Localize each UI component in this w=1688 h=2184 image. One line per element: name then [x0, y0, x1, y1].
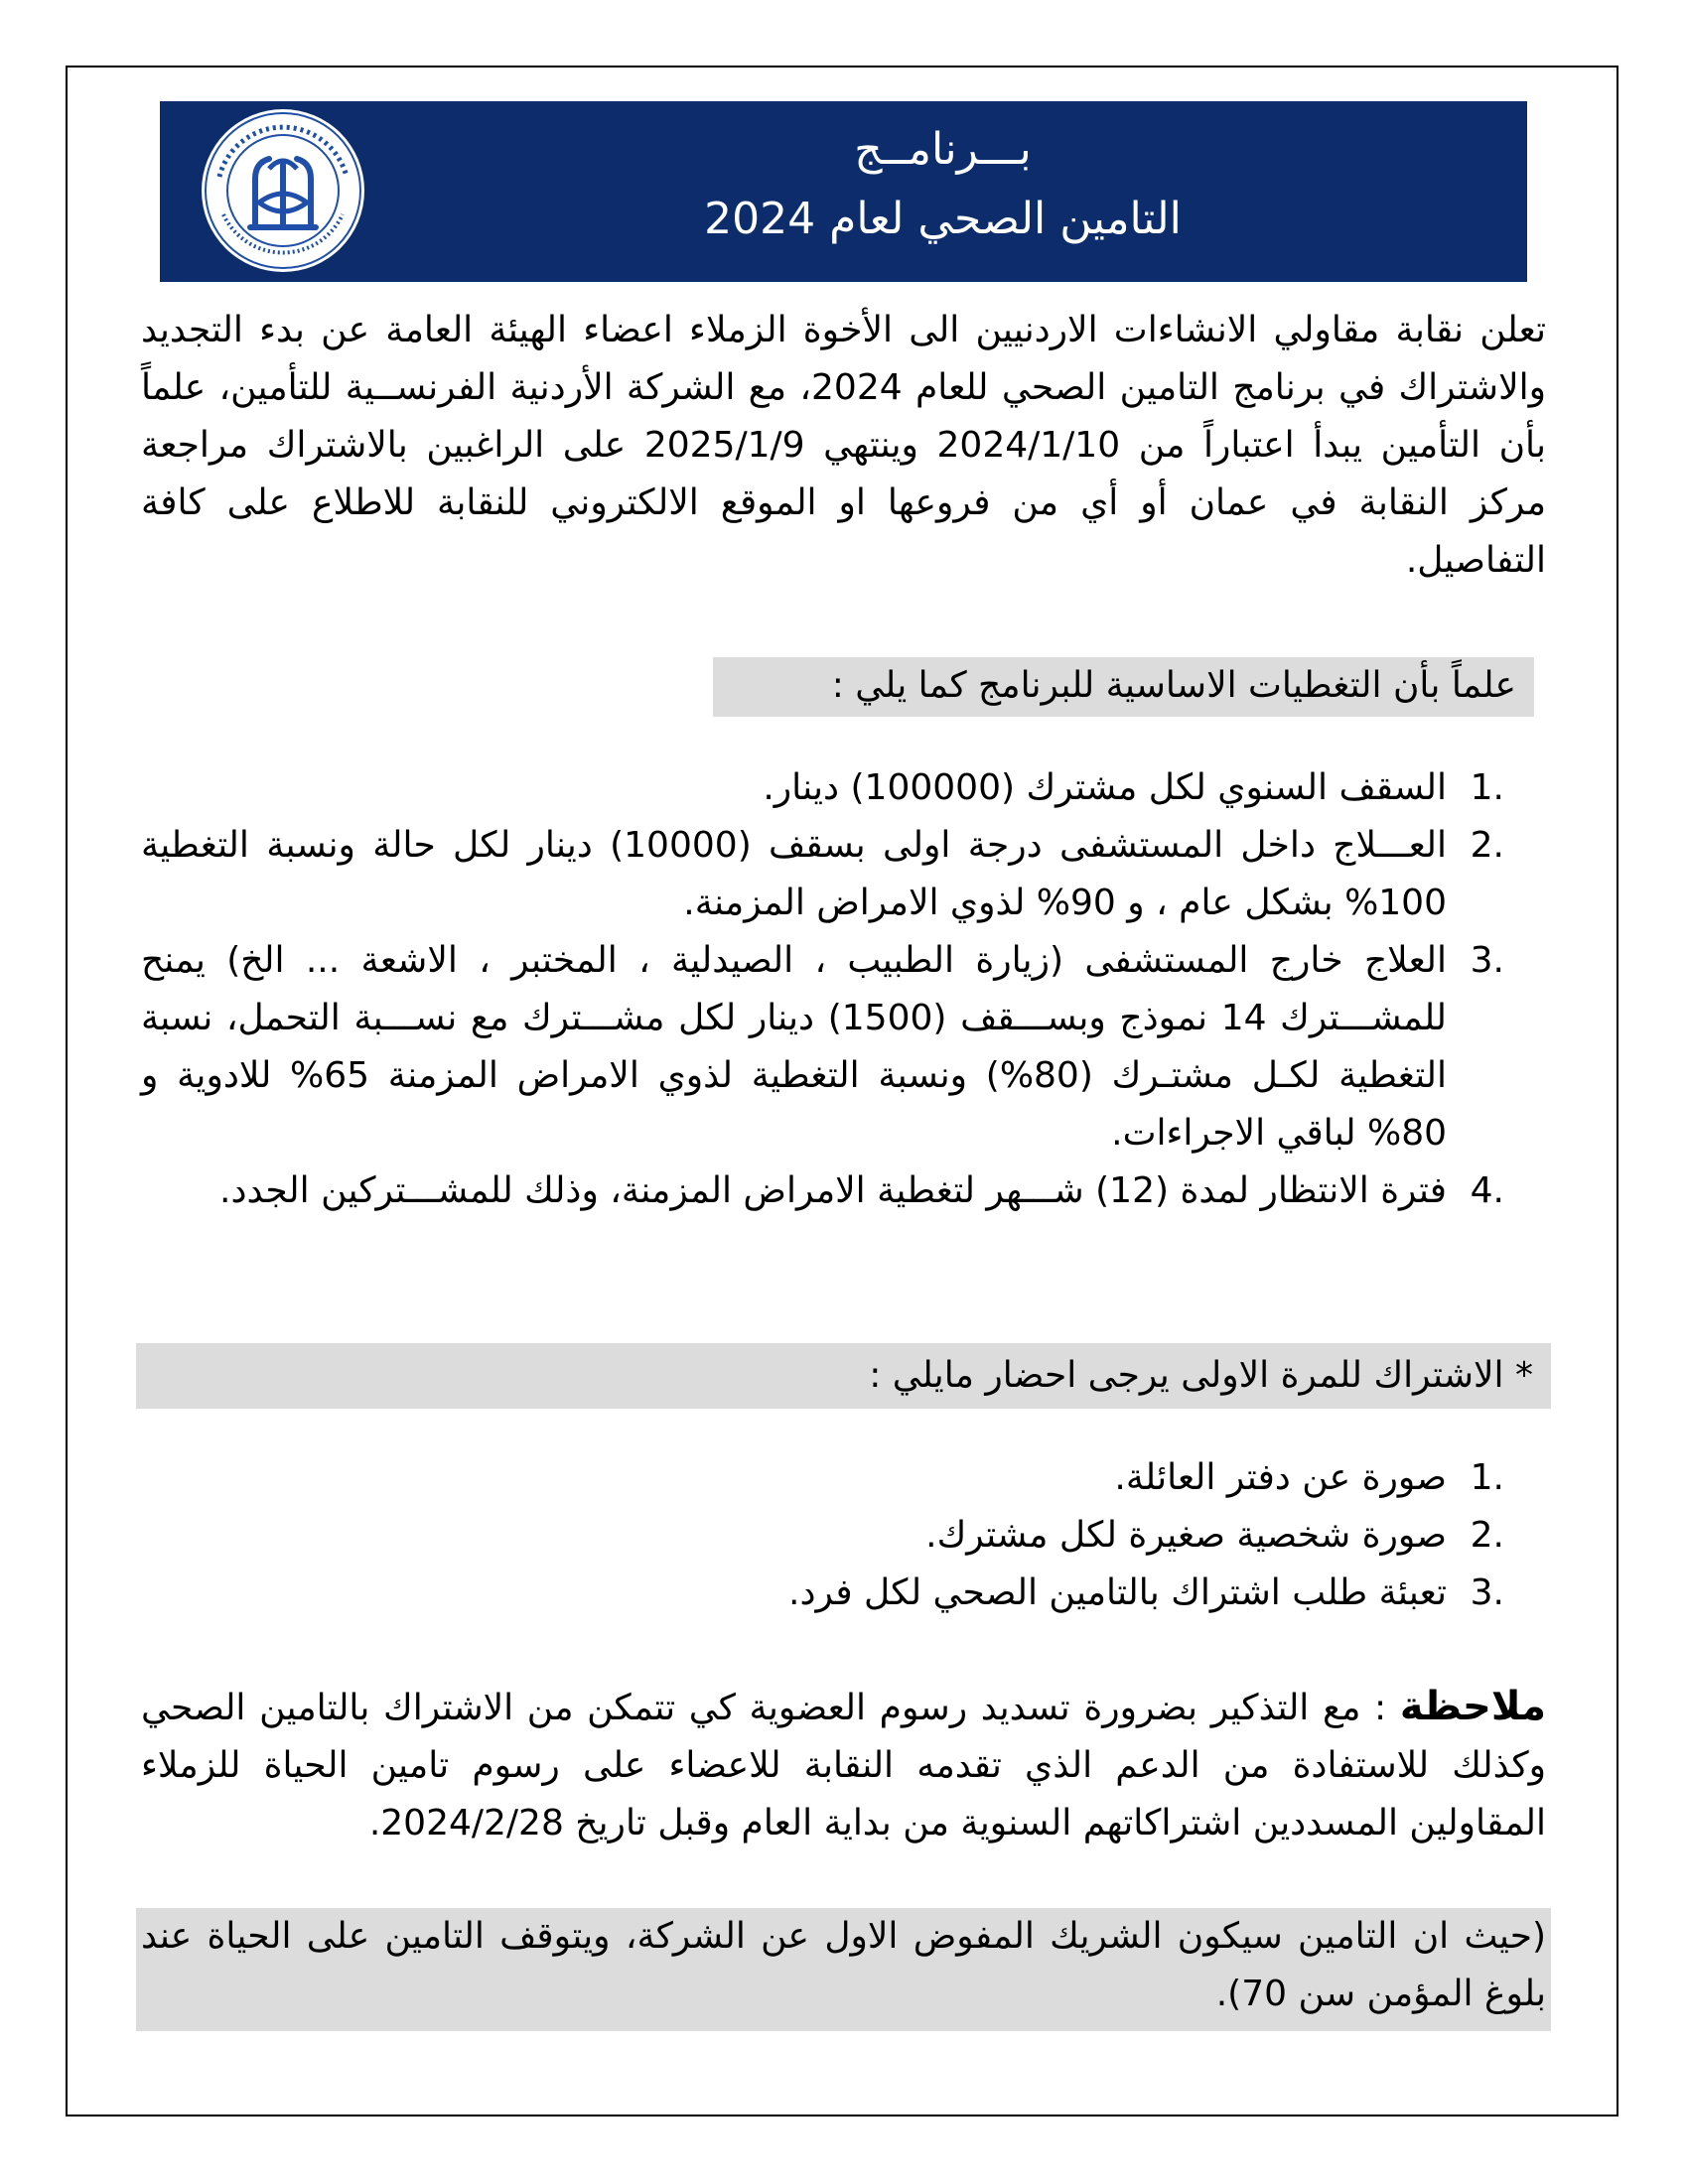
list-number: 2. — [1470, 825, 1504, 866]
document-item-text: تعبئة طلب اشتراك بالتامين الصحي لكل فرد. — [788, 1572, 1447, 1613]
coverage-item — [141, 1162, 1546, 1220]
document-item-text: صورة شخصية صغيرة لكل مشترك. — [925, 1515, 1447, 1556]
note-label: ملاحظة — [1399, 1684, 1546, 1729]
coverage-item — [141, 932, 1546, 1162]
documents-list — [141, 1449, 1546, 1622]
list-number: 1. — [1470, 1457, 1504, 1498]
banner-title-line1: بـــرنامــج — [854, 124, 1032, 175]
note-separator: : — [1360, 1688, 1400, 1728]
document-item — [141, 1449, 1546, 1507]
coverage-item-text: العـــلاج داخل المستشفى درجة اولى بسقف (10000) دينار لكل حالة ونسبة التغطية 100% بشكل عام ، و 90% لذوي الامراض المزمنة. — [141, 825, 1447, 923]
note-paragraph — [141, 1678, 1546, 1852]
coverage-list — [141, 759, 1546, 1220]
list-number: 3. — [1470, 940, 1504, 981]
list-number: 3. — [1470, 1572, 1504, 1613]
coverage-item — [141, 817, 1546, 932]
coverage-item-text: السقف السنوي لكل مشترك (100000) دينار. — [763, 767, 1447, 808]
first-time-heading: * الاشتراك للمرة الاولى يرجى احضار مايلي : — [136, 1343, 1551, 1409]
coverage-heading: علماً بأن التغطيات الاساسية للبرنامج كما يلي : — [713, 657, 1534, 717]
document-item — [141, 1565, 1546, 1622]
coverage-item-text: العلاج خارج المستشفى (زيارة الطبيب ، الصيدلية ، المختبر ، الاشعة ... الخ) يمنح للمشـــترك 14 نموذج وبســـقف (1500) دينار لكل مشـــترك مع نســـبة التحمل، نسبة التغطية لكـل مشتـرك (80%) ونسبة التغطية لذوي الامراض المزمنة 65% للادوية و 80% لباقي الاجراءات. — [141, 940, 1448, 1154]
list-number: 1. — [1470, 767, 1504, 808]
list-number: 4. — [1470, 1170, 1504, 1211]
note-text: مع التذكير بضرورة تسديد رسوم العضوية كي تتمكن من الاشتراك بالتامين الصحي وكذلك للاستفادة من الدعم الذي تقدمه النقابة للاعضاء على رسوم تامين الحياة للزملاء المقاولين المسددين اشتراكاتهم السنوية من بداية العام وقبل تاريخ 2024/2/28. — [141, 1688, 1546, 1843]
coverage-item-text: فترة الانتظار لمدة (12) شـــهر لتغطية الامراض المزمنة، وذلك للمشـــتركين الجدد. — [219, 1170, 1447, 1211]
coverage-item — [141, 759, 1546, 817]
note-highlighted-text: (حيث ان التامين سيكون الشريك المفوض الاول عن الشركة، ويتوقف التامين على الحياة عند بلوغ المؤمن سن 70). — [141, 1916, 1546, 2014]
banner-title — [398, 115, 1487, 254]
title-banner — [160, 101, 1527, 282]
list-number: 2. — [1470, 1515, 1504, 1556]
banner-title-line2: التامين الصحي لعام 2024 — [704, 194, 1182, 244]
union-emblem-logo — [200, 107, 366, 274]
intro-paragraph: تعلن نقابة مقاولي الانشاءات الاردنيين الى الأخوة الزملاء اعضاء الهيئة العامة عن بدء التجديد والاشتراك في برنامج التامين الصحي للعام 2024، مع الشركة الأردنية الفرنســية للتأمين، علماً بأن التأمين يبدأ اعتباراً من 2024/1/10 وينتهي 2025/1/9 على الراغبين بالاشتراك مراجعة مركز النقابة في عمان أو أي من فروعها او الموقع الالكتروني للنقابة للاطلاع على كافة التفاصيل. — [141, 310, 1547, 581]
coverage-list-block — [141, 759, 1546, 1220]
documents-list-block — [141, 1449, 1546, 1622]
document-item — [141, 1507, 1546, 1565]
document-item-text: صورة عن دفتر العائلة. — [1114, 1457, 1447, 1498]
